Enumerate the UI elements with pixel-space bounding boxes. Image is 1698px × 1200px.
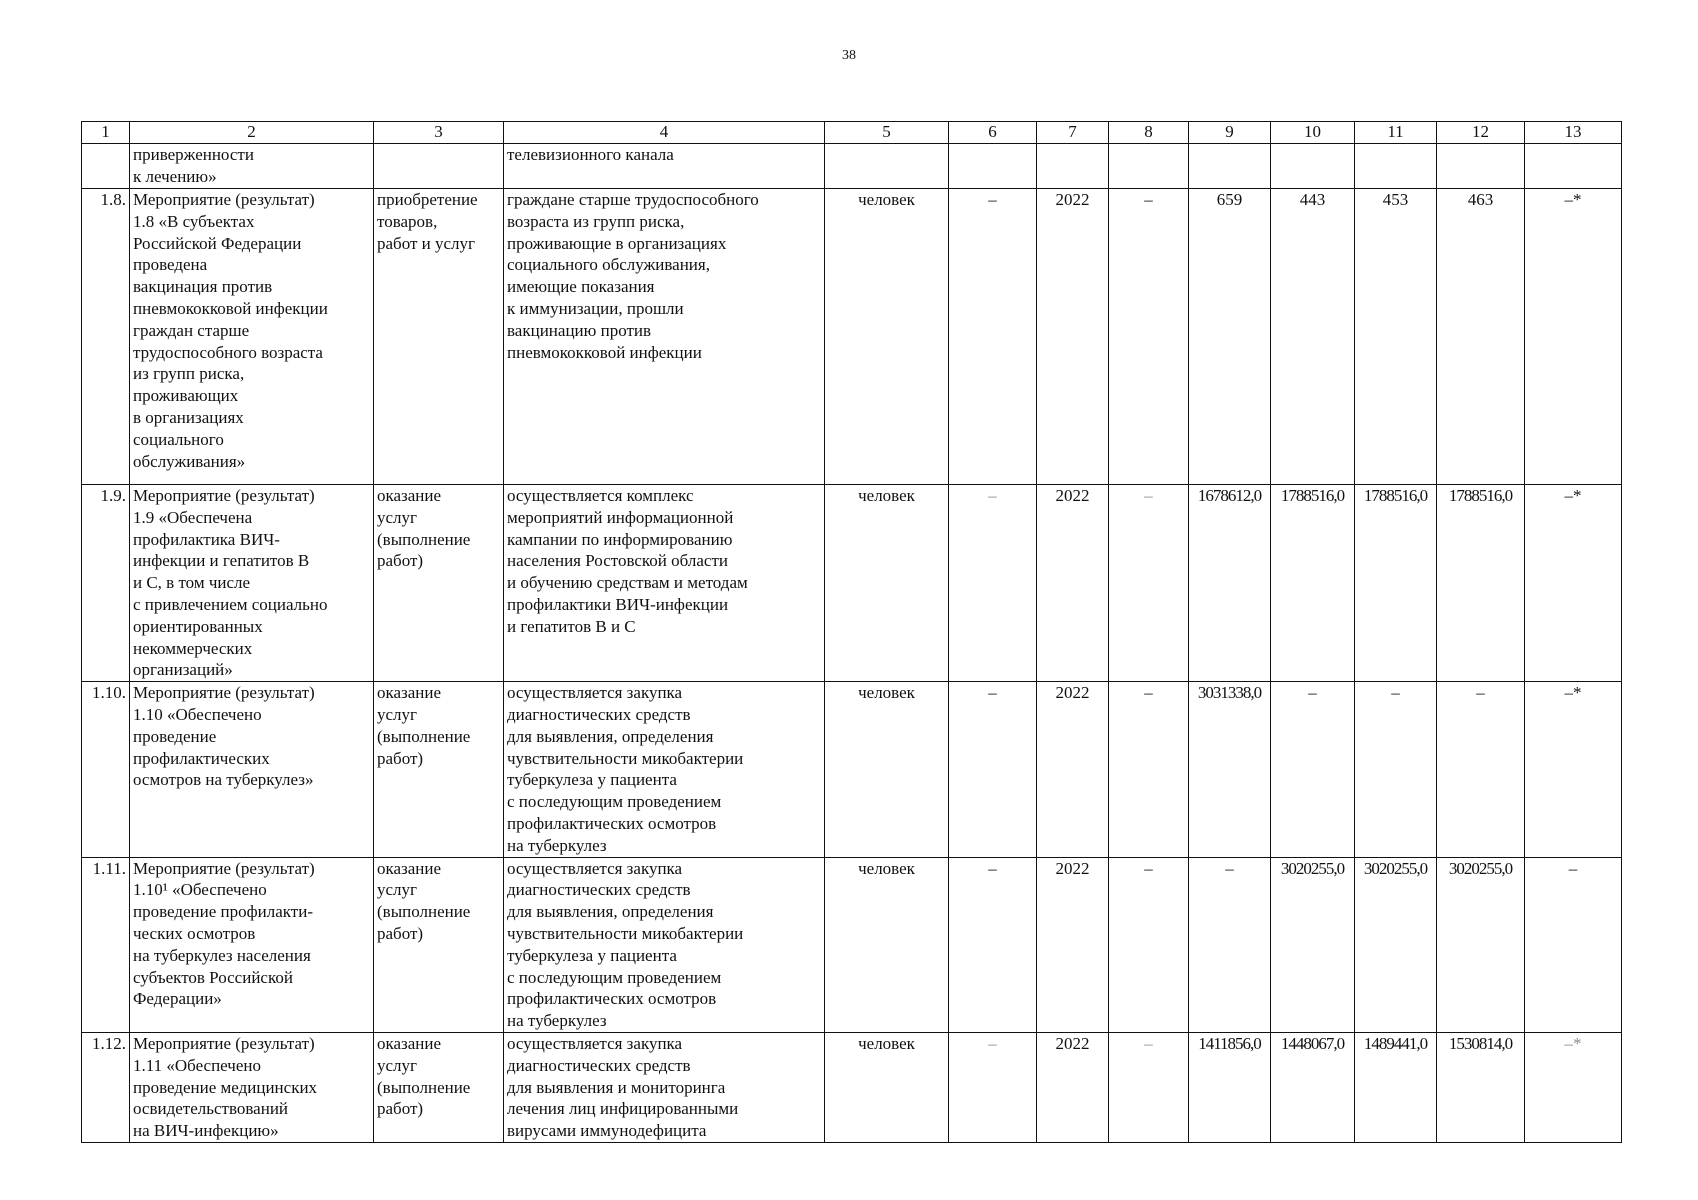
year-cell: 2022 (1037, 1032, 1109, 1142)
value-col11 (1355, 144, 1437, 189)
unit-cell: человек (825, 1032, 949, 1142)
value-col12: 1530814,0 (1437, 1032, 1525, 1142)
value-col10: 3020255,0 (1271, 857, 1355, 1032)
header-row (82, 122, 1622, 144)
measure-type (374, 144, 504, 189)
header-cell-7: 7 (1037, 122, 1109, 144)
value-col11: 453 (1355, 189, 1437, 485)
measure-characteristic: осуществляется комплекс мероприятий информационной кампании по информированию населения Ростовской области и обучению средствам и методам профилактики ВИЧ-инфекции и гепатитов В и С (504, 485, 825, 682)
measure-type: приобретение товаров, работ и услуг (374, 189, 504, 485)
measures-table (81, 121, 1622, 1143)
row-number: 1.8. (82, 189, 130, 485)
measure-name: Мероприятие (результат) 1.9 «Обеспечена профилактика ВИЧ- инфекции и гепатитов В и С, в том числе с привлечением социально ориентированных некоммерческих организаций» (130, 485, 374, 682)
col6-cell: – (949, 189, 1037, 485)
measure-characteristic: осуществляется закупка диагностических средств для выявления, определения чувствительности микобактерии туберкулеза у пациента с последующим проведением профилактических осмотров на туберкулез (504, 857, 825, 1032)
header-cell-9: 9 (1189, 122, 1271, 144)
row-number: 1.12. (82, 1032, 130, 1142)
col8-cell: – (1109, 485, 1189, 682)
measure-name: Мероприятие (результат) 1.10 «Обеспечено проведение профилактических осмотров на туберкулез» (130, 682, 374, 857)
value-col12: 463 (1437, 189, 1525, 485)
measure-name: Мероприятие (результат) 1.10¹ «Обеспечено проведение профилакти- ческих осмотров на туберкулез населения субъектов Российской Федерации» (130, 857, 374, 1032)
col8-cell: – (1109, 1032, 1189, 1142)
value-col10: 1448067,0 (1271, 1032, 1355, 1142)
table-row (82, 682, 1622, 857)
col6-cell (949, 144, 1037, 189)
header-cell-5: 5 (825, 122, 949, 144)
unit-cell: человек (825, 189, 949, 485)
year-cell (1037, 144, 1109, 189)
measure-name: Мероприятие (результат) 1.8 «В субъектах Российской Федерации проведена вакцинация против пневмококковой инфекции граждан старше трудоспособного возраста из групп риска, проживающих в организациях социального обслуживания» (130, 189, 374, 485)
unit-cell: человек (825, 485, 949, 682)
value-col12 (1437, 144, 1525, 189)
value-col9: 659 (1189, 189, 1271, 485)
col6-cell: – (949, 682, 1037, 857)
col13-cell: –* (1525, 1032, 1622, 1142)
value-col11: 1489441,0 (1355, 1032, 1437, 1142)
row-number: 1.11. (82, 857, 130, 1032)
measure-type: оказание услуг (выполнение работ) (374, 682, 504, 857)
header-cell-6: 6 (949, 122, 1037, 144)
table-row (82, 485, 1622, 682)
unit-cell: человек (825, 682, 949, 857)
value-col11: 1788516,0 (1355, 485, 1437, 682)
table-row (82, 857, 1622, 1032)
measure-type: оказание услуг (выполнение работ) (374, 1032, 504, 1142)
row-number: 1.10. (82, 682, 130, 857)
value-col10: 1788516,0 (1271, 485, 1355, 682)
value-col9: 3031338,0 (1189, 682, 1271, 857)
col8-cell: – (1109, 189, 1189, 485)
col8-cell: – (1109, 682, 1189, 857)
value-col12: 1788516,0 (1437, 485, 1525, 682)
measure-characteristic: осуществляется закупка диагностических средств для выявления, определения чувствительности микобактерии туберкулеза у пациента с последующим проведением профилактических осмотров на туберкулез (504, 682, 825, 857)
measure-name: Мероприятие (результат) 1.11 «Обеспечено проведение медицинских освидетельствований на ВИЧ-инфекцию» (130, 1032, 374, 1142)
unit-cell (825, 144, 949, 189)
col6-cell: – (949, 485, 1037, 682)
table-row (82, 1032, 1622, 1142)
year-cell: 2022 (1037, 682, 1109, 857)
col8-cell (1109, 144, 1189, 189)
col13-cell: – (1525, 857, 1622, 1032)
value-col9: 1411856,0 (1189, 1032, 1271, 1142)
col13-cell: –* (1525, 682, 1622, 857)
year-cell: 2022 (1037, 485, 1109, 682)
header-cell-4: 4 (504, 122, 825, 144)
value-col9: 1678612,0 (1189, 485, 1271, 682)
page-number: 38 (842, 48, 856, 63)
value-col10: 443 (1271, 189, 1355, 485)
header-cell-13: 13 (1525, 122, 1622, 144)
year-cell: 2022 (1037, 857, 1109, 1032)
header-cell-2: 2 (130, 122, 374, 144)
year-cell: 2022 (1037, 189, 1109, 485)
measure-type: оказание услуг (выполнение работ) (374, 857, 504, 1032)
measure-characteristic: граждане старше трудоспособного возраста из групп риска, проживающие в организациях социального обслуживания, имеющие показания к иммунизации, прошли вакцинацию против пневмококковой инфекции (504, 189, 825, 485)
value-col11: 3020255,0 (1355, 857, 1437, 1032)
value-col12: 3020255,0 (1437, 857, 1525, 1032)
col13-cell: –* (1525, 485, 1622, 682)
header-cell-1: 1 (82, 122, 130, 144)
value-col10: – (1271, 682, 1355, 857)
unit-cell: человек (825, 857, 949, 1032)
measure-name: приверженности к лечению» (130, 144, 374, 189)
value-col9: – (1189, 857, 1271, 1032)
col13-cell (1525, 144, 1622, 189)
measure-characteristic: телевизионного канала (504, 144, 825, 189)
measure-type: оказание услуг (выполнение работ) (374, 485, 504, 682)
value-col11: – (1355, 682, 1437, 857)
measure-characteristic: осуществляется закупка диагностических средств для выявления и мониторинга лечения лиц инфицированными вирусами иммунодефицита (504, 1032, 825, 1142)
table-row (82, 189, 1622, 485)
col6-cell: – (949, 857, 1037, 1032)
header-cell-8: 8 (1109, 122, 1189, 144)
col8-cell: – (1109, 857, 1189, 1032)
row-number: 1.9. (82, 485, 130, 682)
col6-cell: – (949, 1032, 1037, 1142)
header-cell-12: 12 (1437, 122, 1525, 144)
header-cell-10: 10 (1271, 122, 1355, 144)
value-col12: – (1437, 682, 1525, 857)
header-cell-3: 3 (374, 122, 504, 144)
value-col10 (1271, 144, 1355, 189)
row-number (82, 144, 130, 189)
header-cell-11: 11 (1355, 122, 1437, 144)
col13-cell: –* (1525, 189, 1622, 485)
table-row (82, 144, 1622, 189)
value-col9 (1189, 144, 1271, 189)
